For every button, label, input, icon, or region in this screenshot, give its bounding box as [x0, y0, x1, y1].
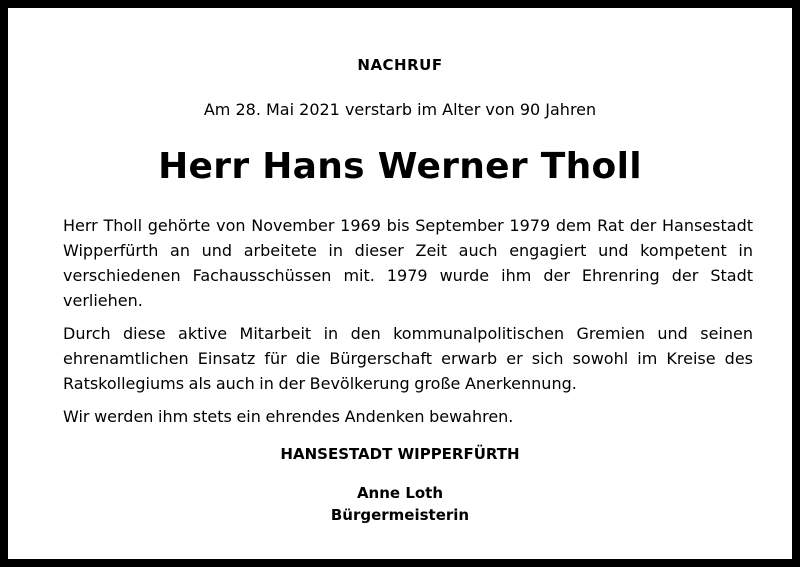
- death-date-line: Am 28. Mai 2021 verstarb im Alter von 90 Jahren: [203, 100, 597, 119]
- organization-name: HANSESTADT WIPPERFÜRTH: [280, 445, 520, 463]
- paragraph-career: Herr Tholl gehörte von November 1969 bis September 1979 dem Rat der Hansestadt Wipperfürth an und arbeitete in dieser Zeit auch engagiert und kompetent in verschiedenen Fachausschüssen mit. 1979 wurde ihm der Ehrenring der Stadt verliehen.: [63, 216, 753, 310]
- deceased-name: Herr Hans Werner Tholl: [158, 146, 642, 187]
- paragraph-engagement: Durch diese aktive Mitarbeit in den kommunalpolitischen Gremien und seinen ehrenamtlichen Einsatz für die Bürgerschaft erwarb er sich sowohl im Kreise des Ratskollegiums als auch in der Bevölkerung große Anerkennung.: [63, 324, 753, 393]
- signer-title: Bürgermeisterin: [330, 506, 470, 524]
- obituary-body: [63, 213, 753, 437]
- paragraph-remembrance: Wir werden ihm stets ein ehrendes Andenken bewahren.: [63, 407, 514, 426]
- signer-name: Anne Loth: [356, 484, 444, 502]
- notice-label: NACHRUF: [357, 56, 443, 74]
